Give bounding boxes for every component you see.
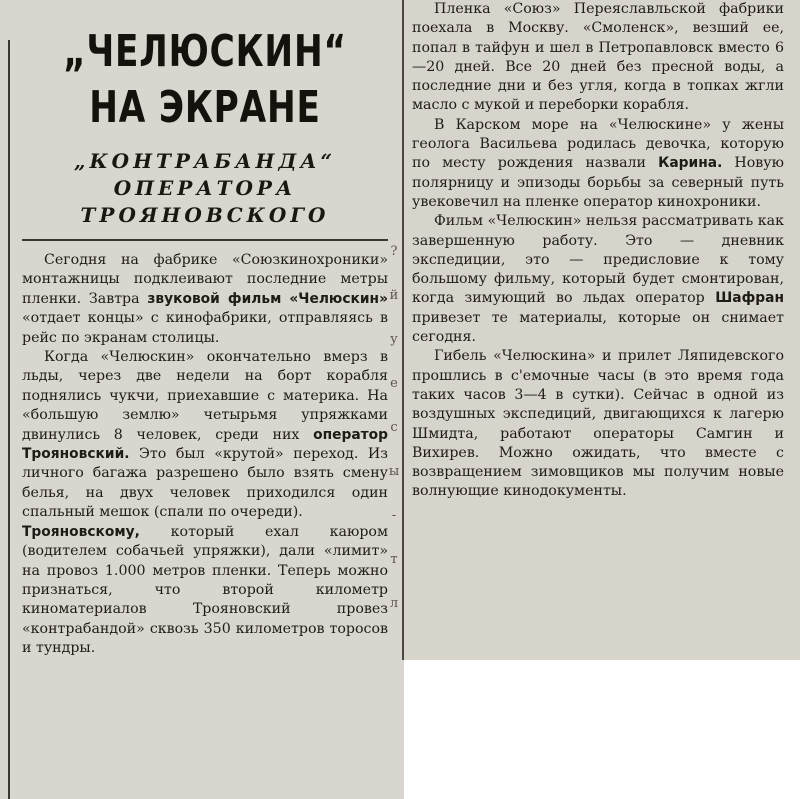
left-border-rule	[8, 40, 10, 799]
text-run: «отдает концы» с кинофабрики, отправляясь в рейс по экранам столицы.	[22, 310, 388, 346]
text-run: В Карском море на «Челюскине» у жены геолога Васильева родилась девочка, которую по месту рождения назвали	[412, 116, 784, 172]
text-run: Сегодня на фабрике «Союзкинохроники» монтажницы подклеивают последние метры пленки. Завтра	[22, 252, 388, 307]
text-run: привезет те материалы, которые он снимает сегодня.	[412, 309, 784, 346]
bold-text-run: оператор Трояновский.	[22, 426, 388, 463]
margin-mark: с	[390, 420, 398, 435]
text-run: Новую полярницу и эпизоды борьбы за северный путь увековечил на пленке оператор кинохроники.	[412, 155, 784, 210]
margin-mark: -	[391, 508, 397, 523]
bold-text-run: Карина.	[658, 155, 723, 172]
text-run: который ехал каюром (водителем собачьей упряжки), дали «лимит» на провоз 1.000 метров пленки. Теперь можно признаться, что второй километр киноматериалов Трояновский провез «контрабандой» сквозь 350 километров торосов и тундры.	[22, 523, 388, 657]
paragraph: Пленка «Союз» Переяславльской фабрики поехала в Москву. «Смоленск», везший ее, попал в тайфун и шел в Петропавловск вместо 6—20 дней. Все 20 дней без пресной воды, а последние дни и без угля, когда в топках жгли масло с мукой и переборки корабля.	[412, 1, 784, 114]
subheadline-line: „КОНТРАБАНДА“	[73, 149, 337, 173]
paragraph: Гибель «Челюскина» и прилет Ляпидевского прошлись в с'емочные часы (в это время года таких часов 3—4 в сутки). Сейчас в одной из воздушных экспедиций, двигающихся к лагерю Шмидта, работают операторы Самгин и Вихирев. Можно ожидать, что вместе с возвращением зимовщиков мы получим новые волнующие кинодокументы.	[412, 348, 784, 500]
margin-mark: й	[389, 288, 399, 303]
margin-mark: т	[390, 552, 398, 567]
bold-text-run: Шафран	[715, 290, 784, 307]
margin-mark: ?	[390, 244, 398, 259]
article-left-column	[22, 0, 388, 799]
article-body-right	[412, 0, 784, 502]
text-run: Это был «крутой» переход. Из личного багажа разрешено было взять смену белья, на двух человек приходился один спальный мешок (спали по очереди).	[22, 446, 388, 521]
column-divider-rule	[402, 0, 404, 660]
subheadline-line: ОПЕРАТОРА	[113, 176, 297, 200]
article-body-left	[22, 251, 388, 659]
bold-text-run: Трояновскому,	[22, 523, 140, 540]
margin-marks	[387, 230, 401, 626]
paragraph	[22, 348, 388, 523]
headline-line: „ЧЕЛЮСКИН“	[63, 26, 347, 77]
article-right-column	[412, 0, 784, 660]
paragraph	[22, 523, 388, 659]
subheadline	[22, 148, 388, 229]
paragraph	[22, 251, 388, 348]
headline-line: НА ЭКРАНЕ	[89, 82, 321, 133]
header-divider	[22, 239, 388, 241]
margin-mark: е	[390, 376, 398, 391]
bold-text-run: звуковой фильм «Челюскин»	[147, 290, 388, 307]
text-run: Когда «Челюскин» окончательно вмерз в льды, через две недели на борт корабля поднялись чукчи, приехавшие с материка. На «большую землю» четырьмя упряжками двинулись 8 человек, среди них	[22, 349, 388, 443]
headline	[62, 24, 347, 136]
paragraph	[412, 212, 784, 347]
margin-mark: л	[389, 596, 399, 611]
subheadline-line: ТРОЯНОВСКОГО	[80, 203, 330, 227]
margin-mark: у	[390, 332, 398, 347]
paragraph	[412, 116, 784, 212]
margin-mark: ы	[388, 464, 400, 479]
text-run: Фильм «Челюскин» нельзя рассматривать как завершенную работу. Это — дневник экспедиции, это — предисловие к тому большому фильму, который будет смонтирован, когда зимующий во льдах оператор	[412, 213, 784, 307]
